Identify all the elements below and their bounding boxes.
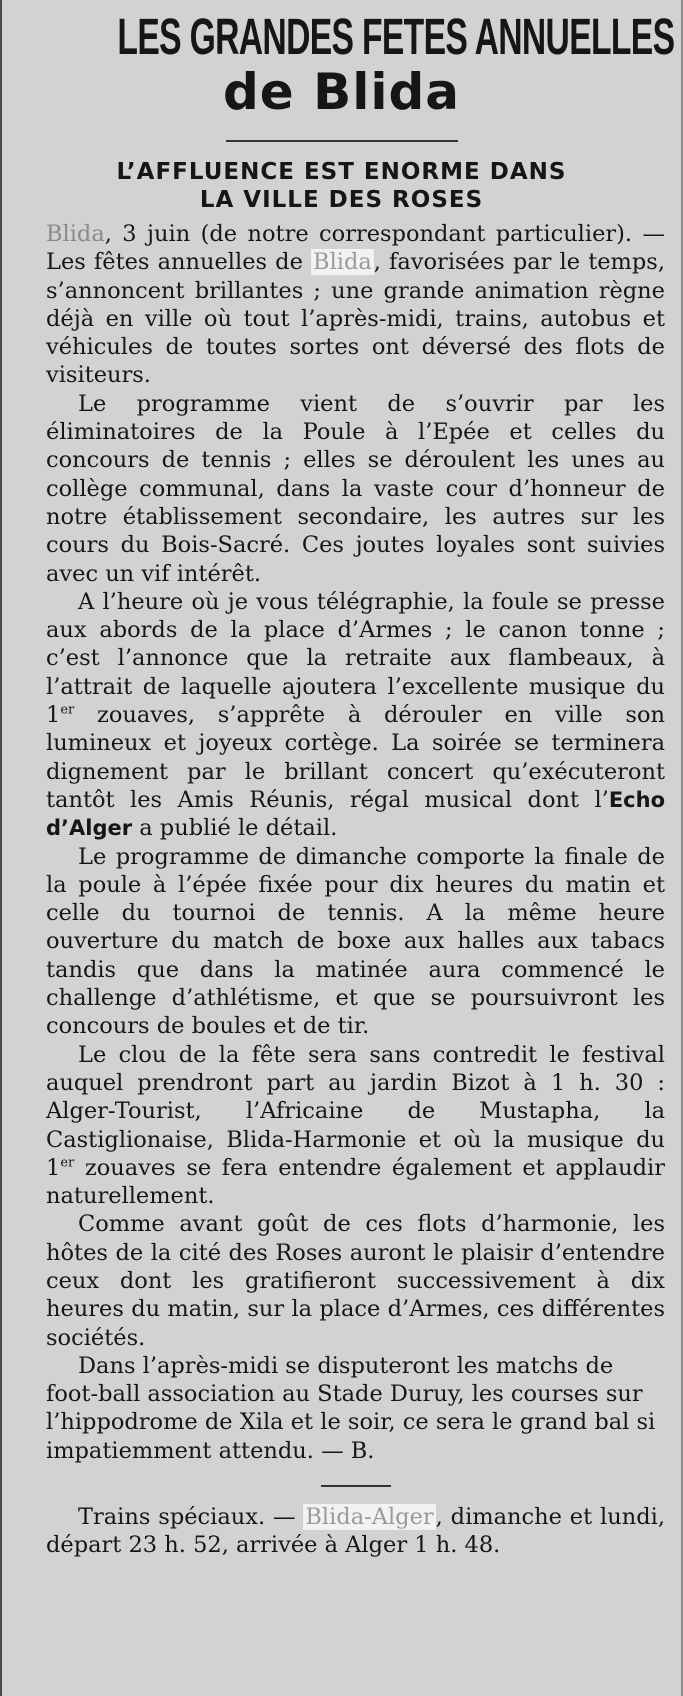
paragraph-3-text-a: A l’heure où je vous télégraphie, la foule se presse aux abords de la place d’Armes ; le canon tonne ; c’est l’annonce que la retraite aux flambeaux, à l’attrait de laquelle ajoutera l’excellente musique du 1	[46, 588, 665, 729]
subheadline	[2, 158, 681, 214]
ordinal-superscript: er	[60, 702, 75, 718]
headline-rule	[226, 140, 458, 142]
highlighted-route: Blida-Alger	[305, 1504, 434, 1531]
trains-paragraph	[46, 1503, 665, 1560]
paragraph-3-text-c: a publié le détail.	[132, 815, 338, 842]
trains-text-b: , dimanche et lundi, départ 23 h. 52, arrivée à Alger 1 h. 48.	[46, 1504, 665, 1559]
paragraph-5-text-a: Le clou de la fête sera sans contredit le festival auquel prendront part au jardin Bizot à 1 h. 30 : Alger-Tourist, l’Africaine de Mustapha, la Castiglionaise, Blida-Harmonie et où la musique du 1	[46, 1041, 665, 1181]
ordinal-superscript: er	[60, 1155, 75, 1171]
headline-line-1: LES GRANDES FETES ANNUELLES	[117, 8, 675, 65]
paragraph-6: Comme avant goût de ces flots d’harmonie, les hôtes de la cité des Roses auront le plaisir d’entendre ceux dont les gratifieront successivement à dix heures du matin, sur la place d’Armes, ces différentes sociétés.	[46, 1211, 665, 1351]
article-body	[2, 214, 681, 1560]
paragraph-2: Le programme vient de s’ouvrir par les éliminatoires de la Poule à l’Epée et celles du concours de tennis ; elles se déroulent les unes au collège communal, dans la vaste cour d’honneur de notre établissement secondaire, les autres sur les cours du Bois-Sacré. Ces joutes loyales sont suivies avec un vif intérêt.	[46, 390, 665, 587]
highlighted-place: Blida	[313, 249, 372, 276]
paragraph-3-text-b: zouaves, s’apprête à dérouler en ville son lumineux et joyeux cortège. La soirée se terminera dignement par le brillant concert qu’exécuteront tantôt les Amis Réunis, régal musical dont l’	[46, 702, 665, 813]
paragraph-1-text-b: , favorisées par le temps, s’annoncent brillantes ; une grande animation règne déjà en ville où tout l’après-midi, trains, autobus et véhicules de toutes sortes ont déversé des flots de visiteurs.	[46, 249, 665, 389]
trains-text-a: Trains spéciaux. —	[78, 1504, 304, 1531]
paragraph-4: Le programme de dimanche comporte la finale de la poule à l’épée fixée pour dix heures du matin et celle du tournoi de tennis. A la même heure ouverture du match de boxe aux halles aux tabacs tandis que dans la matinée aura commencé le challenge d’athlétisme, et que se poursuivront les concours de boules et de tir.	[46, 843, 665, 1040]
dateline-place: Blida	[46, 221, 105, 247]
paragraph-3	[46, 588, 665, 843]
paragraph-5	[46, 1041, 665, 1211]
paragraph-5-text-b: zouaves se fera entendre également et applaudir naturellement.	[46, 1154, 665, 1210]
section-separator	[321, 1485, 391, 1487]
trains-notice	[46, 1503, 665, 1560]
subheadline-line-1: L’AFFLUENCE EST ENORME DANS	[116, 159, 567, 185]
subheadline-line-2: LA VILLE DES ROSES	[199, 187, 484, 213]
newspaper-name: Echo d’Alger	[46, 787, 665, 841]
paragraph-1	[46, 220, 665, 390]
paragraph-1-text-a: , 3 juin (de notre correspondant particulier). — Les fêtes annuelles de	[46, 221, 665, 276]
paragraph-7: Dans l’après-midi se disputeront les matchs de foot-ball association au Stade Duruy, les courses sur l’hippodrome de Xila et le soir, ce sera le grand bal si impatiemment attendu. — B.	[46, 1352, 656, 1464]
headline-line-2: de Blida	[222, 63, 461, 121]
